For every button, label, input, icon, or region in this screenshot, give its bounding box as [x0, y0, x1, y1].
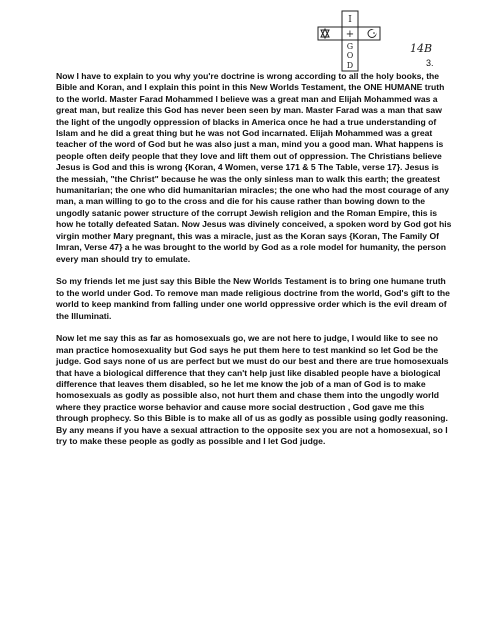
- cross-letter-g: G: [346, 42, 354, 51]
- crescent-moon-icon: [368, 30, 377, 38]
- paragraph-3: Now let me say this as far as homosexuals go, we are not here to judge, I would like to see no man practice homosexuality but God says he put them here to test mankind so let God be the judge. God says none of us are perfect but we must do our best and there are true homosexuals that have a biological difference that they can't help just like disabled people have a biological difference that leaves them disabled, so he let me know the job of a man of God is to make homosexuals as godly as possible also, not hurt them and chase them into the ungodly world where they practice worse behavior and cause more social destruction , God gave me this through prophecy. So this Bible is to make all of us as godly as possible using godly reasoning. By any means if you have a sexual attraction to the opposite sex you are not a homosexual, so I try to make these people as godly as possible and I let God judge.: [56, 333, 449, 446]
- handwritten-note: 14B: [410, 42, 433, 55]
- paragraph-2: So my friends let me just say this Bible the New Worlds Testament is to bring one humane truth to the world under God. To remove man made religious doctrine from the world, God's gift to the world to keep mankind from falling under one world oppressive order which is the evil dream of the Illuminati.: [56, 276, 450, 321]
- cross-letter-i: I: [348, 15, 352, 25]
- page-number: 3.: [426, 58, 434, 68]
- document-body: [56, 71, 452, 459]
- star-of-david-icon: [321, 29, 329, 38]
- cross-letter-o: O: [346, 51, 354, 60]
- cross-drawing: [313, 10, 385, 72]
- cross-letter-plus: +: [345, 29, 355, 40]
- cross-letter-d: D: [346, 61, 354, 70]
- paragraph-1: Now I have to explain to you why you're doctrine is wrong according to all the holy books, the Bible and Koran, and I explain this point in this New Worlds Testament, the ONE HUMANE truth to the world. Master Farad Mohammed I believe was a great man and Elijah Mohammed was a great man, but realize this God has never been seen by man. Master Farad was a man that saw the light of the ungodly oppression of blacks in America once he had a true understanding of Islam and he did a great thing but he was not God incarnated. Elijah Mohammed was a great teacher of the word of God but he was also just a man, mind you a good man. What happens is people often deify people that they love and lift them out of oppression. The Christians believe Jesus is God and this is wrong {Koran, 4 Women, verse 171 & 5 The Table, verse 17}. Jesus is the messiah, "the Christ" because he was the only sinless man to walk this earth; the greatest humanitarian; the one who did humanitarian miracles; the one who had the most courage of any man, a man willing to go to the cross and die for his cause rather than bowing down to the ungodly satanic power structure of the corrupt Jewish religion and the Roman Empire, this is how he totally defeated Satan. Now Jesus was divinely conceived, a spoken word by God got his virgin mother Mary pregnant, this was a miracle, just as the Koran says {Koran, The Family Of Imran, Verse 47} a he was brought to the world by God as a role model for humanity, the person every man should try to emulate.: [56, 71, 452, 264]
